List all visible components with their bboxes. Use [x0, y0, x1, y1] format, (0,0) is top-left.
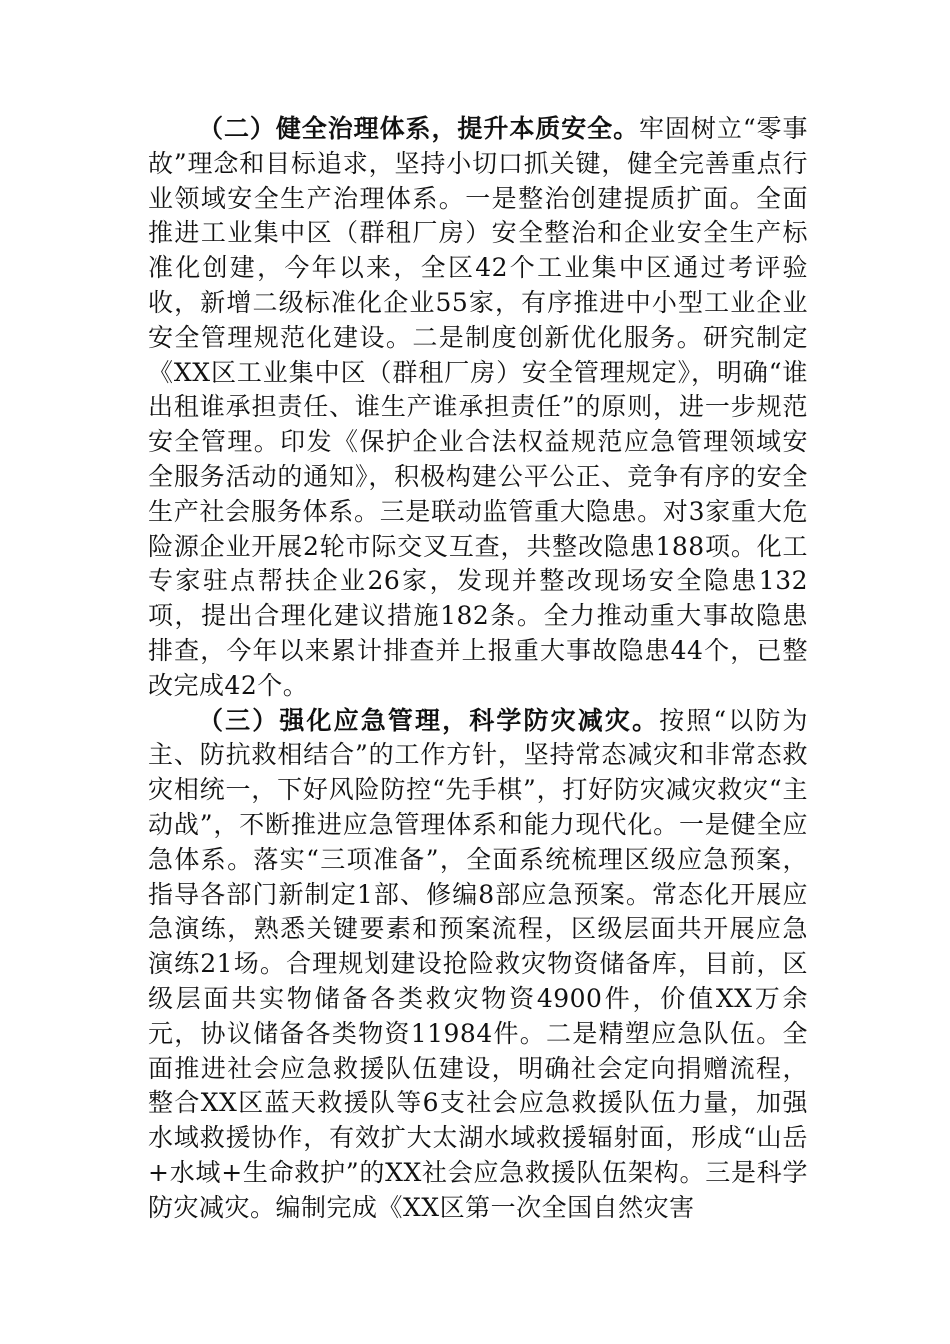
paragraph-emergency-management — [148, 704, 808, 1226]
paragraph-heading: （二）健全治理体系，提升本质安全。 — [198, 114, 640, 143]
paragraph-heading: （三）强化应急管理，科学防灾减灾。 — [198, 705, 660, 735]
paragraph-text: 牢固树立“零事故”理念和目标追求，坚持小切口抓关键，健全完善重点行业领域安全生产治理体系。一是整治创建提质扩面。全面推进工业集中区（群租厂房）安全整治和企业安全生产标准化创建，今年以来，全区42个工业集中区通过考评验收，新增二级标准化企业55家，有序推进中小型工业企业安全管理规范化建设。二是制度创新优化服务。研究制定《XX区工业集中区（群租厂房）安全管理规定》，明确“谁出租谁承担责任、谁生产谁承担责任”的原则，进一步规范安全管理。印发《保护企业合法权益规范应急管理领域安全服务活动的通知》，积极构建公平公正、竞争有序的安全生产社会服务体系。三是联动监管重大隐患。对3家重大危险源企业开展2轮市际交叉互查，共整改隐患188项。化工专家驻点帮扶企业26家，发现并整改现场安全隐患132项，提出合理化建议措施182条。全力推动重大事故隐患排查，今年以来累计排查并上报重大事故隐患44个，已整改完成42个。 — [148, 114, 808, 700]
paragraph-text: 按照“以防为主、防抗救相结合”的工作方针，坚持常态减灾和非常态救灾相统一，下好风险防控“先手棋”，打好防灾减灾救灾“主动战”，不断推进应急管理体系和能力现代化。一是健全应急体系。落实“三项准备”，全面系统梳理区级应急预案，指导各部门新制定1部、修编8部应急预案。常态化开展应急演练，熟悉关键要素和预案流程，区级层面共开展应急演练21场。合理规划建设抢险救灾物资储备库，目前，区级层面共实物储备各类救灾物资4900件，价值XX万余元，协议储备各类物资11984件。二是精塑应急队伍。全面推进社会应急救援队伍建设，明确社会定向捐赠流程，整合XX区蓝天救援队等6支社会应急救援队伍力量，加强水域救援协作，有效扩大太湖水域救援辐射面，形成“山岳+水域+生命救护”的XX社会应急救援队伍架构。三是科学防灾减灾。编制完成《XX区第一次全国自然灾害 — [148, 705, 808, 1222]
document-body — [148, 112, 808, 1226]
paragraph-governance-system — [148, 112, 808, 704]
